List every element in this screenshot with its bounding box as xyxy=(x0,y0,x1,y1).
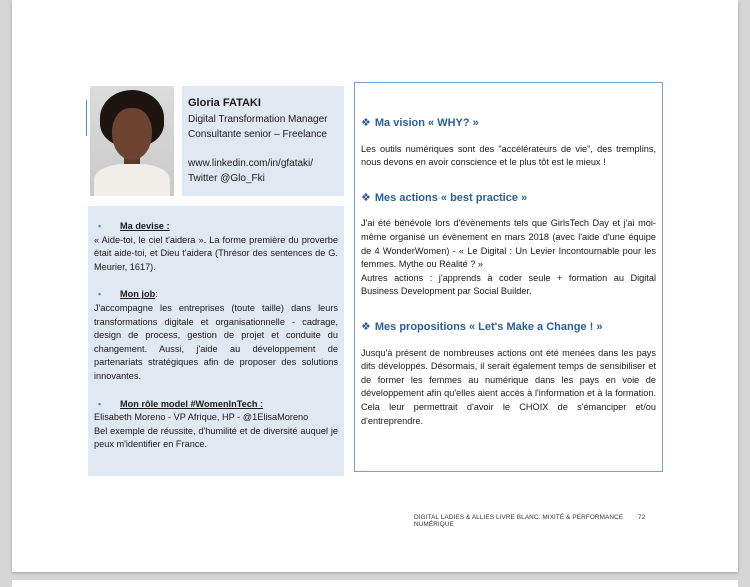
profile-role-2: Consultante senior – Freelance xyxy=(188,129,327,140)
square-bullet-icon: ▪ xyxy=(98,289,102,300)
four-diamond-icon: ❖ xyxy=(361,191,371,204)
footer-text: DIGITAL LADIES & ALLIES LIVRE BLANC: MIXITÉ & PERFORMANCE NUMÉRIQUE xyxy=(414,514,624,528)
four-diamond-icon: ❖ xyxy=(361,117,371,129)
next-page-edge xyxy=(12,580,738,587)
actions-heading: ❖ Mes actions « best practice » xyxy=(361,191,528,204)
proposals-heading: ❖ Mes propositions « Let's Make a Change ! » xyxy=(361,320,603,333)
actions-text: J'ai été bénévole lors d'évènements tels que GirlsTech Day et j'ai moi-même organisé un évènement en mars 2018 (avec l'aide d'une équipe de 4 WonderWomen) - « Le Digital : Un Levier Incontournable pour les femmes. Mythe ou Réalité ? » xyxy=(361,218,656,270)
actions-text-2: Autres actions : j'apprends à coder seule + formation au Digital Business Development par Social Builder. xyxy=(361,272,656,297)
vision-section xyxy=(354,82,663,472)
page-number: 72 xyxy=(638,514,646,521)
four-diamond-icon: ❖ xyxy=(361,320,371,333)
square-bullet-icon: ▪ xyxy=(98,221,102,231)
profile-twitter[interactable]: Twitter @Glo_Fki xyxy=(188,173,265,184)
profile-photo xyxy=(90,86,174,196)
job-heading: ▪ Mon job : xyxy=(94,288,338,302)
profile-linkedin[interactable]: www.linkedin.com/in/gfataki/ xyxy=(188,158,314,169)
vision-text: Les outils numériques sont des "accélérateurs de vie", des tremplins, nous devons en avoir conscience et le plus tôt est le mieux ! xyxy=(361,143,656,168)
photo-shoulders xyxy=(94,164,170,196)
job-text: J'accompagne les entreprises (toute taille) dans leurs transformations digitale et organisationnelle - cadrage, design de process, gestion de projet et conduite du changement. Aussi, j'aide au développement de partenariats stratégiques afin de proposer des solutions innovantes. xyxy=(94,302,338,381)
vision-heading: ❖ Ma vision « WHY? » xyxy=(361,117,479,129)
profile-card xyxy=(182,86,344,196)
model-heading: ▪ Mon rôle model #WomenInTech : xyxy=(94,398,338,412)
margin-mark xyxy=(86,100,87,136)
square-bullet-icon: ▪ xyxy=(98,398,102,409)
profile-name: Gloria FATAKI xyxy=(188,97,261,109)
devise-heading: ▪ Ma devise : xyxy=(94,220,338,234)
model-line: Elisabeth Moreno - VP Afrique, HP - @1ElisaMoreno xyxy=(94,412,309,423)
personal-section xyxy=(88,206,344,476)
devise-text: « Aide-toi, le ciel t'aidera ». La forme première du proverbe était aide-toi, et Dieu t'aidera (Thrésor des sentences de G. Meurier, 1617). xyxy=(94,234,338,272)
photo-face xyxy=(112,108,152,160)
model-text: Bel exemple de réussite, d'humilité et de diversité auquel je peux m'identifier en France. xyxy=(94,425,338,450)
page-footer xyxy=(414,514,654,528)
profile-role: Digital Transformation Manager xyxy=(188,114,328,125)
proposals-text: Jusqu'à présent de nombreuses actions ont été menées dans les pays dits développés. Désormais, il serait également temps de sensibiliser et de former les femmes au numérique dans les pays en voie de développement afin qu'elles aient accès à l'information et à la formation. Cela leur permettrait d'avoir le CHOIX de s'émanciper et/ou d'entreprendre. xyxy=(361,347,656,426)
